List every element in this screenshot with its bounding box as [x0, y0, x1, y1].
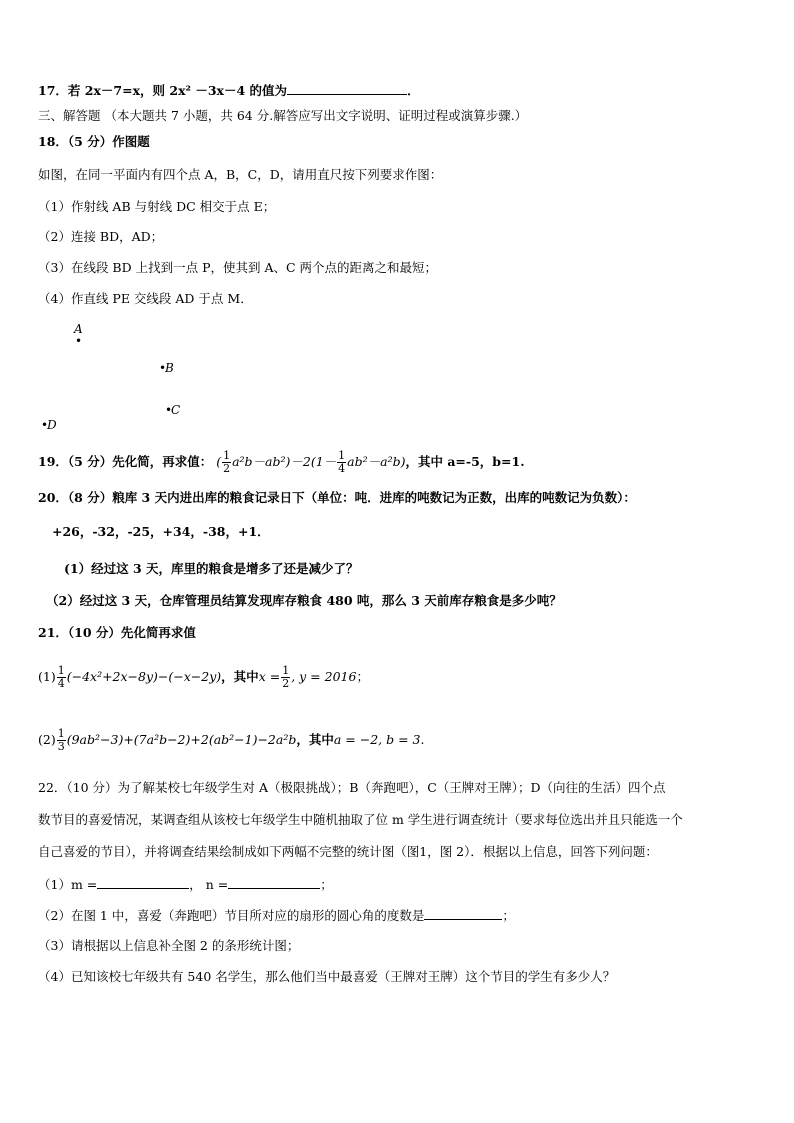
- question-22-line-1: 22．（10 分）为了解某校七年级学生对 A（极限挑战）；B（奔跑吧），C（王牌对王牌）；D（向往的生活）四个点: [38, 780, 666, 795]
- point-d-label: D: [47, 418, 57, 432]
- point-b-label: B: [165, 361, 174, 375]
- expr-paren: (: [216, 454, 222, 469]
- question-18-heading: 18．（5 分）作图题: [38, 134, 150, 149]
- part-2-condition: a = −2, b = 3: [333, 732, 421, 747]
- part-1-end: ；: [356, 669, 369, 684]
- fraction-numerator: 1: [57, 727, 65, 740]
- fraction-third: [57, 728, 66, 753]
- sub-1-n: ， n =: [189, 877, 229, 892]
- part-2-expression: (9ab²−3)+(7a²b−2)+2(ab²−1)−2a²b: [66, 732, 297, 747]
- question-19-heading: 19．（5 分）先化简，再求值：: [38, 454, 213, 469]
- fraction-denominator: 2: [223, 462, 231, 475]
- question-20-sub-1: (1）经过这 3 天，库里的粮食是增多了还是减少了？: [64, 561, 359, 576]
- question-18-item-1: （1）作射线 AB 与射线 DC 相交于点 E；: [38, 199, 276, 214]
- fraction-quarter: [57, 665, 66, 690]
- fraction-denominator: 3: [57, 740, 65, 753]
- part-1-cond-x: x =: [258, 669, 281, 684]
- n-answer-blank[interactable]: [228, 876, 320, 889]
- part-2-where: ，其中: [296, 732, 334, 747]
- question-21-part-1: [38, 664, 369, 690]
- question-20-heading: 20．（8 分）粮库 3 天内进出库的粮食记录日下（单位：吨．进库的吨数记为正数，出库的吨数记为负数）：: [38, 490, 636, 505]
- part-1-label: (1): [38, 669, 56, 684]
- part-1-where: ，其中: [221, 669, 259, 684]
- fraction-numerator: 1: [282, 664, 290, 677]
- question-17-end: ．: [407, 83, 420, 98]
- fraction-denominator: 4: [338, 462, 346, 475]
- question-18-item-4: （4）作直线 PE 交线段 AD 于点 M．: [38, 291, 253, 306]
- fraction-half: [281, 665, 290, 690]
- sub-2-end: ；: [502, 908, 515, 923]
- sub-1-end: ；: [320, 877, 333, 892]
- expr-part-c: ab²－a²b): [347, 454, 406, 469]
- question-20-values: +26，-32，-25，+34，-38，+1．: [52, 524, 270, 539]
- question-22-sub-2: [38, 907, 515, 924]
- question-22-sub-3: （3）请根据以上信息补全图 2 的条形统计图；: [38, 938, 300, 953]
- question-20-sub-2: （2）经过这 3 天，仓库管理员结算发现库存粮食 480 吨，那么 3 天前库存粮食是多少吨？: [46, 593, 562, 608]
- point-a-label: A: [74, 322, 83, 336]
- question-18-item-3: （3）在线段 BD 上找到一点 P，使其到 A、C 两个点的距离之和最短；: [38, 260, 438, 275]
- fraction-half: [222, 450, 231, 475]
- fraction-numerator: 1: [223, 449, 231, 462]
- sub-1-m: （1）m =: [38, 877, 98, 892]
- question-19: [38, 450, 525, 475]
- question-22-line-3: 自己喜爱的节目），并将调查结果绘制成如下两幅不完整的统计图（图1，图 2）．根据以上信息，回答下列问题：: [38, 844, 658, 859]
- point-c-dot: •: [165, 403, 173, 417]
- expr-part-b: a²b－ab²)－2(1－: [232, 454, 337, 469]
- sub-2-text: （2）在图 1 中，喜爱（奔跑吧）节目所对应的扇形的圆心角的度数是: [38, 908, 425, 923]
- question-22-line-2: 数节目的喜爱情况，某调查组从该校七年级学生中随机抽取了位 m 学生进行调查统计（要求每位选出并且只能选一个: [38, 812, 683, 827]
- point-c-label: C: [171, 403, 181, 417]
- question-17: [38, 82, 420, 99]
- fraction-quarter: [337, 450, 346, 475]
- question-19-condition: ，其中 a=-5，b=1.: [405, 454, 525, 469]
- point-b-dot: •: [159, 361, 167, 375]
- part-2-end: .: [420, 732, 425, 747]
- part-1-expression: (−4x²+2x−8y)−(−x−2y): [66, 669, 222, 684]
- question-21-heading: 21．（10 分）先化简再求值: [38, 625, 196, 640]
- fraction-denominator: 2: [282, 677, 290, 690]
- m-answer-blank[interactable]: [97, 876, 189, 889]
- angle-answer-blank[interactable]: [424, 907, 502, 920]
- fraction-denominator: 4: [57, 677, 65, 690]
- point-d-dot: •: [41, 418, 49, 432]
- point-a-dot: •: [75, 334, 83, 348]
- section-heading: 三、解答题 （本大题共 7 小题，共 64 分.解答应写出文字说明、证明过程或演算步骤.）: [38, 108, 528, 123]
- question-22-sub-4: （4）已知该校七年级共有 540 名学生，那么他们当中最喜爱（王牌对王牌）这个节目的学生有多少人？: [38, 969, 616, 984]
- part-2-label: (2): [38, 732, 56, 747]
- question-21-part-2: [38, 727, 424, 753]
- part-1-cond-y: , y = 2016: [291, 669, 357, 684]
- question-17-text: 17．若 2x－7=x，则 2x² －3x－4 的值为: [38, 83, 288, 98]
- question-18-item-2: （2）连接 BD，AD；: [38, 229, 164, 244]
- fraction-numerator: 1: [338, 449, 346, 462]
- fraction-numerator: 1: [57, 664, 65, 677]
- question-22-sub-1: [38, 876, 333, 893]
- question-18-intro: 如图，在同一平面内有四个点 A，B，C，D，请用直尺按下列要求作图：: [38, 167, 443, 182]
- answer-blank[interactable]: [287, 82, 407, 95]
